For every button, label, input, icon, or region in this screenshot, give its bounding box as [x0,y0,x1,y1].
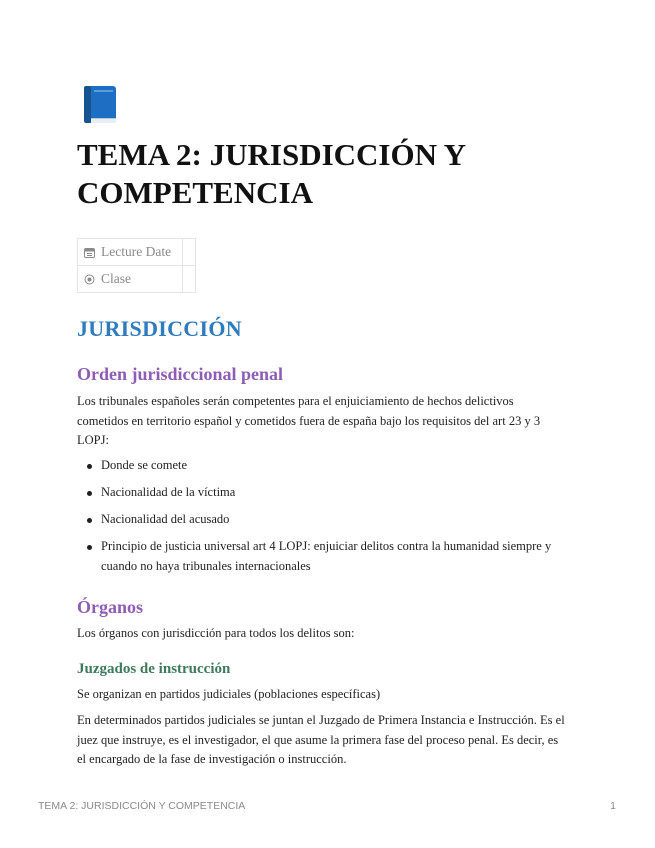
page-title: TEMA 2: JURISDICCIÓN Y COMPETENCIA [77,137,465,210]
property-row-clase[interactable] [78,266,196,293]
property-label: Lecture Date [101,244,172,259]
page-number: 1 [610,800,616,812]
paragraph-partidos-judiciales: Se organizan en partidos judiciales (poblaciones específicas) [77,687,381,701]
paragraph-juez-instructor: En determinados partidos judiciales se juntan el Juzgado de Primera Instancia e Instrucción. Es el juez que instruye, es el investigador, el que asume la primera fase del proceso penal. Es decir, es el encargado de la fase de investigación o instrucción. [77,713,565,766]
property-value-cell[interactable] [183,239,196,266]
list-item: Nacionalidad de la víctima [77,483,577,503]
properties-table [77,238,196,293]
footer-title: TEMA 2: JURISDICCIÓN Y COMPETENCIA [38,800,246,812]
blue-book-icon [80,84,120,126]
list-item: Principio de justicia universal art 4 LOPJ: enjuiciar delitos contra la humanidad siempre y cuando no haya tribunales internacionales [77,537,577,576]
criteria-list [77,456,577,584]
heading-orden-jurisdiccional: Orden jurisdiccional penal [77,364,284,384]
heading-organos: Órganos [77,597,144,617]
property-name-cell [78,266,183,293]
paragraph-organos: Los órganos con jurisdicción para todos los delitos son: [77,626,355,640]
property-name-cell [78,239,183,266]
select-icon [84,274,95,285]
heading-juzgados-instruccion: Juzgados de instrucción [77,661,231,677]
heading-jurisdiccion: JURISDICCIÓN [77,316,242,341]
property-row-lecture-date[interactable] [78,239,196,266]
property-label: Clase [101,271,131,286]
list-item: Donde se comete [77,456,577,476]
calendar-icon [84,247,95,258]
paragraph-tribunales: Los tribunales españoles serán competentes para el enjuiciamiento de hechos delictivos cometidos en territorio español y cometidos fuera de españa bajo los requisitos del art 23 y 3 LOPJ: [77,394,541,447]
list-item: Nacionalidad del acusado [77,510,577,530]
property-value-cell[interactable] [183,266,196,293]
